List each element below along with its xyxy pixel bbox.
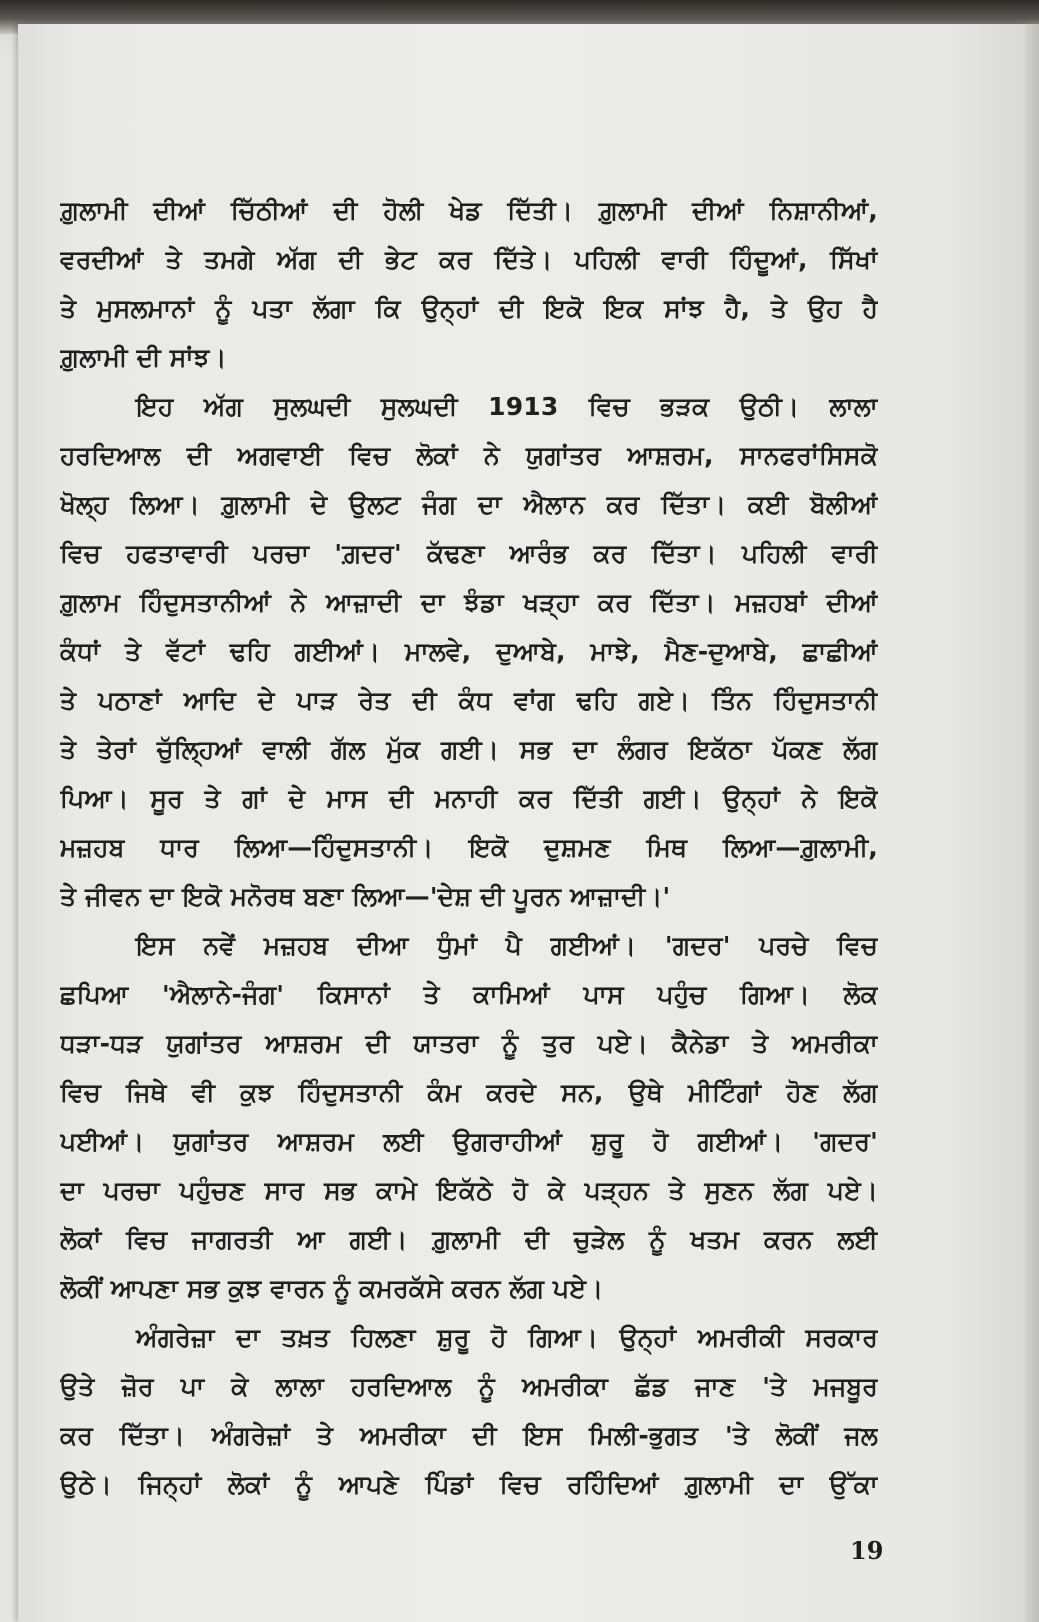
text-line: ਖੋਲ੍ਹ ਲਿਆ। ਗ਼ੁਲਾਮੀ ਦੇ ਉਲਟ ਜੰਗ ਦਾ ਐਲਾਨ ਕਰ ਦਿੱਤਾ। ਕਈ ਬੋਲੀਆਂ bbox=[60, 490, 878, 519]
text-line: ਪਿਆ। ਸੂਰ ਤੇ ਗਾਂ ਦੇ ਮਾਸ ਦੀ ਮਨਾਹੀ ਕਰ ਦਿੱਤੀ ਗਈ। ਉਨ੍ਹਾਂ ਨੇ ਇਕੋ bbox=[60, 784, 878, 813]
text-line: ਤੇ ਜੀਵਨ ਦਾ ਇਕੋ ਮਨੋਰਥ ਬਣਾ ਲਿਆ—'ਦੇਸ਼ ਦੀ ਪੂਰਨ ਆਜ਼ਾਦੀ।' bbox=[60, 882, 671, 911]
text-line: ਅੰਗਰੇਜ਼ਾ ਦਾ ਤਖ਼ਤ ਹਿਲਣਾ ਸ਼ੁਰੂ ਹੋ ਗਿਆ। ਉਨ੍ਹਾਂ ਅਮਰੀਕੀ ਸਰਕਾਰ bbox=[136, 1323, 878, 1352]
text-line: ਤੇ ਮੁਸਲਮਾਨਾਂ ਨੂੰ ਪਤਾ ਲੱਗਾ ਕਿ ਉਨ੍ਹਾਂ ਦੀ ਇਕੋ ਇਕ ਸਾਂਝ ਹੈ, ਤੇ ਉਹ ਹੈ bbox=[60, 294, 878, 323]
text-line: ਦਾ ਪਰਚਾ ਪਹੁੰਚਣ ਸਾਰ ਸਭ ਕਾਮੇ ਇਕੱਠੇ ਹੋ ਕੇ ਪੜ੍ਹਨ ਤੇ ਸੁਣਨ ਲੱਗ ਪਏ। bbox=[60, 1176, 878, 1205]
text-line: ਤੇ ਪਠਾਣਾਂ ਆਦਿ ਦੇ ਪਾੜ ਰੇਤ ਦੀ ਕੰਧ ਵਾਂਗ ਢਹਿ ਗਏ। ਤਿੰਨ ਹਿੰਦੁਸਤਾਨੀ bbox=[60, 686, 878, 715]
text-line: ਪਈਆਂ। ਯੁਗਾਂਤਰ ਆਸ਼ਰਮ ਲਈ ਉਗਰਾਹੀਆਂ ਸ਼ੁਰੂ ਹੋ ਗਈਆਂ। 'ਗਦਰ' bbox=[60, 1127, 878, 1156]
text-line: ਕਰ ਦਿੱਤਾ। ਅੰਗਰੇਜ਼ਾਂ ਤੇ ਅਮਰੀਕਾ ਦੀ ਇਸ ਮਿਲੀ-ਭੁਗਤ 'ਤੇ ਲੋਕੀਂ ਜਲ bbox=[60, 1421, 878, 1450]
book-page bbox=[18, 24, 1028, 1622]
text-line: ਹਰਦਿਆਲ ਦੀ ਅਗਵਾਈ ਵਿਚ ਲੋਕਾਂ ਨੇ ਯੁਗਾਂਤਰ ਆਸ਼ਰਮ, ਸਾਨਫਰਾਂਸਿਸਕੋ bbox=[60, 441, 878, 470]
page-text bbox=[60, 186, 878, 1509]
text-line: ਲੋਕੀਂ ਆਪਣਾ ਸਭ ਕੁਝ ਵਾਰਨ ਨੂੰ ਕਮਰਕੱਸੇ ਕਰਨ ਲੱਗ ਪਏ। bbox=[60, 1274, 604, 1303]
text-line: ਮਜ਼ਹਬ ਧਾਰ ਲਿਆ—ਹਿੰਦੁਸਤਾਨੀ। ਇਕੋ ਦੁਸ਼ਮਣ ਮਿਥ ਲਿਆ—ਗ਼ੁਲਾਮੀ, bbox=[60, 833, 878, 862]
text-line: ਵਰਦੀਆਂ ਤੇ ਤਮਗੇ ਅੱਗ ਦੀ ਭੇਟ ਕਰ ਦਿੱਤੇ। ਪਹਿਲੀ ਵਾਰੀ ਹਿੰਦੂਆਂ, ਸਿੱਖਾਂ bbox=[60, 245, 878, 274]
text-line: ਤੇ ਤੇਰਾਂ ਚੁੱਲ੍ਹਿਆਂ ਵਾਲੀ ਗੱਲ ਮੁੱਕ ਗਈ। ਸਭ ਦਾ ਲੰਗਰ ਇਕੱਠਾ ਪੱਕਣ ਲੱਗ bbox=[60, 735, 878, 764]
text-line: ਇਹ ਅੱਗ ਸੁਲਘਦੀ ਸੁਲਘਦੀ 1913 ਵਿਚ ਭੜਕ ਉਠੀ। ਲਾਲਾ bbox=[136, 392, 878, 421]
text-line: ਲੋਕਾਂ ਵਿਚ ਜਾਗਰਤੀ ਆ ਗਈ। ਗ਼ੁਲਾਮੀ ਦੀ ਚੁੜੇਲ ਨੂੰ ਖਤਮ ਕਰਨ ਲਈ bbox=[60, 1225, 878, 1254]
text-line: ਉਤੇ ਜ਼ੋਰ ਪਾ ਕੇ ਲਾਲਾ ਹਰਦਿਆਲ ਨੂੰ ਅਮਰੀਕਾ ਛੱਡ ਜਾਣ 'ਤੇ ਮਜਬੂਰ bbox=[60, 1372, 878, 1401]
text-line: ਕੰਧਾਂ ਤੇ ਵੱਟਾਂ ਢਹਿ ਗਈਆਂ। ਮਾਲਵੇ, ਦੁਆਬੇ, ਮਾਝੇ, ਮੈਣ-ਦੁਆਬੇ, ਛਾਛੀਆਂ bbox=[60, 637, 878, 666]
text-line: ਵਿਚ ਜਿਥੇ ਵੀ ਕੁਝ ਹਿੰਦੁਸਤਾਨੀ ਕੰਮ ਕਰਦੇ ਸਨ, ਉਥੇ ਮੀਟਿੰਗਾਂ ਹੋਣ ਲੱਗ bbox=[60, 1078, 878, 1107]
text-line: ਵਿਚ ਹਫਤਾਵਾਰੀ ਪਰਚਾ 'ਗ਼ਦਰ' ਕੱਢਣਾ ਆਰੰਭ ਕਰ ਦਿੱਤਾ। ਪਹਿਲੀ ਵਾਰੀ bbox=[60, 539, 878, 568]
text-line: ਗ਼ੁਲਾਮੀ ਦੀਆਂ ਚਿੱਠੀਆਂ ਦੀ ਹੋਲੀ ਖੇਡ ਦਿੱਤੀ। ਗ਼ੁਲਾਮੀ ਦੀਆਂ ਨਿਸ਼ਾਨੀਆਂ, bbox=[60, 196, 878, 225]
text-line: ਗ਼ੁਲਾਮੀ ਦੀ ਸਾਂਝ। bbox=[60, 343, 227, 372]
page-number: 19 bbox=[850, 1536, 884, 1565]
text-line: ਉਠੇ। ਜਿਨ੍ਹਾਂ ਲੋਕਾਂ ਨੂੰ ਆਪਣੇ ਪਿੰਡਾਂ ਵਿਚ ਰਹਿੰਦਿਆਂ ਗ਼ੁਲਾਮੀ ਦਾ ਉੱਕਾ bbox=[60, 1470, 878, 1499]
text-line: ਇਸ ਨਵੇਂ ਮਜ਼ਹਬ ਦੀਆ ਧੁੰਮਾਂ ਪੈ ਗਈਆਂ। 'ਗਦਰ' ਪਰਚੇ ਵਿਚ bbox=[136, 931, 878, 960]
page-edge bbox=[1025, 24, 1039, 1622]
text-line: ਗ਼ੁਲਾਮ ਹਿੰਦੁਸਤਾਨੀਆਂ ਨੇ ਆਜ਼ਾਦੀ ਦਾ ਝੰਡਾ ਖੜ੍ਹਾ ਕਰ ਦਿੱਤਾ। ਮਜ਼ਹਬਾਂ ਦੀਆਂ bbox=[60, 588, 878, 617]
text-line: ਛਪਿਆ 'ਐਲਾਨੇ-ਜੰਗ' ਕਿਸਾਨਾਂ ਤੇ ਕਾਮਿਆਂ ਪਾਸ ਪਹੁੰਚ ਗਿਆ। ਲੋਕ bbox=[60, 980, 878, 1009]
text-line: ਧੜਾ-ਧੜ ਯੁਗਾਂਤਰ ਆਸ਼ਰਮ ਦੀ ਯਾਤਰਾ ਨੂੰ ਤੁਰ ਪਏ। ਕੈਨੇਡਾ ਤੇ ਅਮਰੀਕਾ bbox=[60, 1029, 878, 1058]
